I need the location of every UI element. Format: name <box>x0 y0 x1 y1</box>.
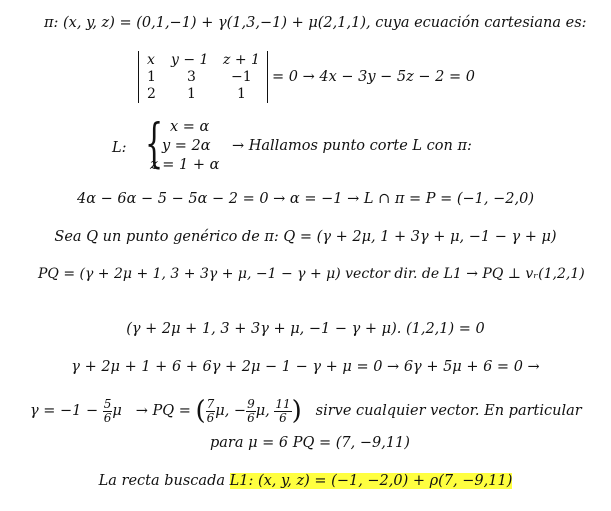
det-r3c2: 1 <box>187 86 196 102</box>
system-label: L: <box>112 140 127 156</box>
det-r2c1: 1 <box>147 69 156 85</box>
pq-vector-line: PQ = (γ + 2μ + 1, 3 + 3γ + μ, −1 − γ + μ) vector dir. de L1 → PQ ⊥ vᵣ(1,2,1) <box>38 266 585 282</box>
det-r1c2: y − 1 <box>171 52 209 68</box>
mu-symbol: μ <box>112 403 122 419</box>
pq-arrow: → PQ = <box>135 403 191 419</box>
intersection-heading: → Hallamos punto corte L con π: <box>232 138 472 154</box>
generic-point-line: Sea Q un punto genérico de π: Q = (γ + 2μ, 1 + 3γ + μ, −1 − γ + μ) <box>54 229 557 245</box>
system-eq2: y = 2α <box>162 138 211 154</box>
dot-product-line: (γ + 2μ + 1, 3 + 3γ + μ, −1 − γ + μ). (1,2,1) = 0 <box>126 321 485 337</box>
expanded-equation-line: γ + 2μ + 1 + 6 + 6γ + 2μ − 1 − γ + μ = 0 → 6γ + 5μ + 6 = 0 → <box>71 359 540 375</box>
alpha-solution-line: 4α − 6α − 5 − 5α − 2 = 0 → α = −1 → L ∩ π = P = (−1, −2,0) <box>77 191 534 207</box>
fraction-11-6: $\frac{11}{6}$ <box>275 396 291 425</box>
fraction-7-6: $\frac{7}{6}$ <box>206 396 215 425</box>
det-r2c3: −1 <box>231 69 252 85</box>
any-vector-note: sirve cualquier vector. En particular <box>315 403 582 419</box>
det-r1c3: z + 1 <box>223 52 260 68</box>
final-answer-line <box>0 472 611 490</box>
particular-case-line: para μ = 6 PQ = (7, −9,11) <box>210 435 410 451</box>
det-r3c3: 1 <box>237 86 246 102</box>
gamma-lhs: γ = −1 − <box>30 403 99 419</box>
cartesian-equation: = 0 → 4x − 3y − 5z − 2 = 0 <box>272 69 475 85</box>
answer-prefix: La recta buscada <box>98 473 230 489</box>
gamma-line: γ = −1 − $\frac{5}{6}$ μ → PQ = ( $\frac{7}{6}$ μ, − $\frac{9}{6}$ μ, $\frac{11}{6}$ ) sirve cualquier vector. En particular <box>30 396 582 426</box>
plane-equation-line: π: (x, y, z) = (0,1,−1) + γ(1,3,−1) + μ(2,1,1), cuya ecuación cartesiana es: <box>44 15 587 31</box>
left-brace: { <box>145 114 164 174</box>
det-r1c1: x <box>147 52 155 68</box>
det-r2c2: 3 <box>187 69 196 85</box>
system-eq1: x = α <box>170 119 210 135</box>
system-eq3: z = 1 + α <box>150 157 220 173</box>
det-r3c1: 2 <box>147 86 156 102</box>
fraction-5-6: $\frac{5}{6}$ <box>103 396 112 425</box>
fraction-9-6: $\frac{9}{6}$ <box>247 396 255 425</box>
answer-highlight: L1: (x, y, z) = (−1, −2,0) + ρ(7, −9,11) <box>229 473 513 489</box>
determinant <box>138 51 268 103</box>
